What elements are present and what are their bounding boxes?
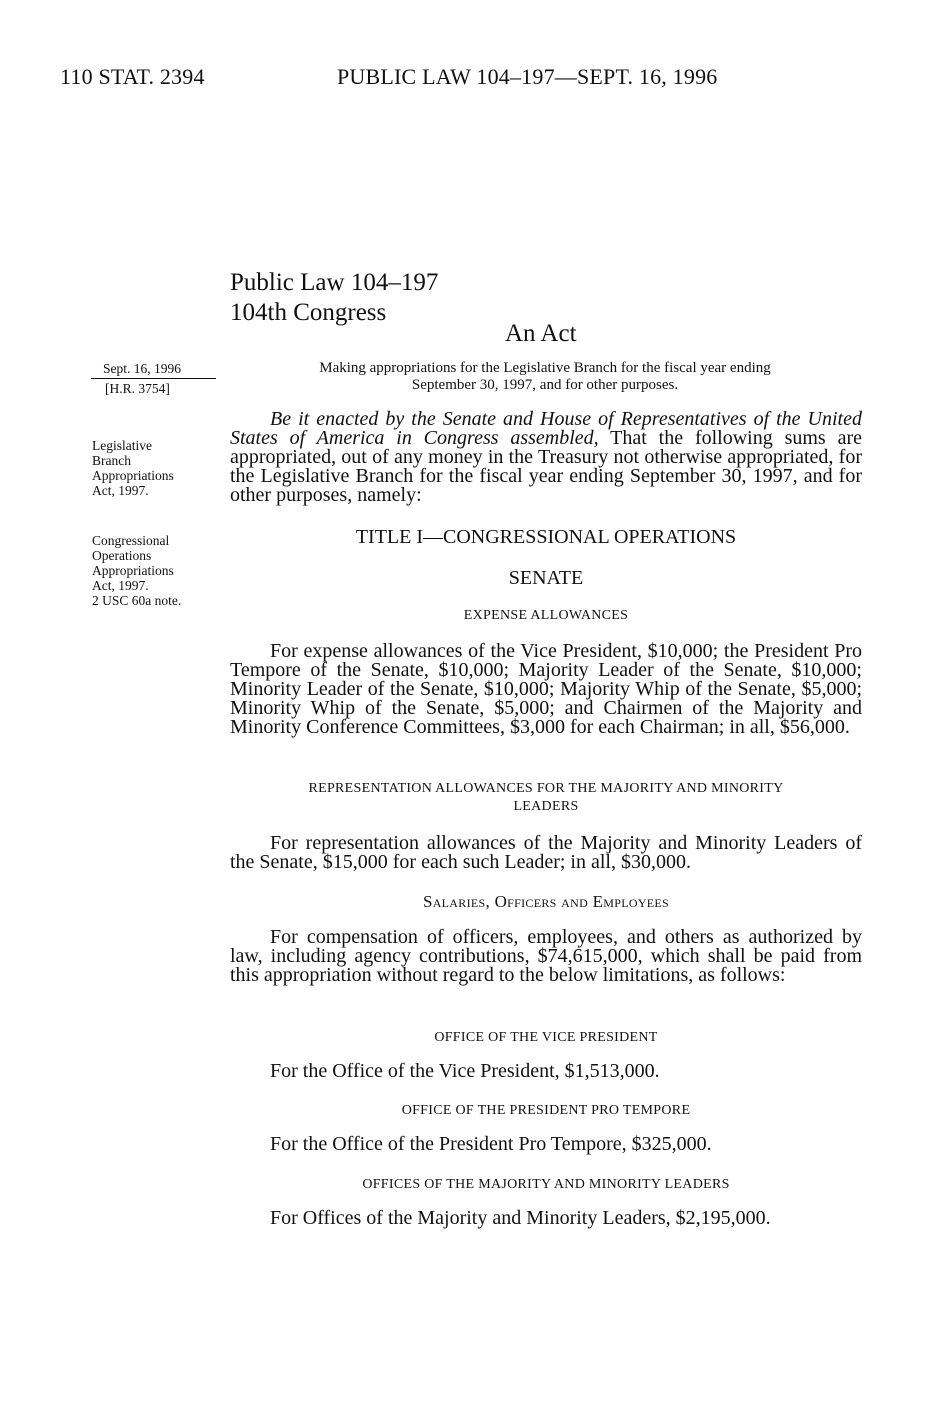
paragraph-text: For representation allowances of the Majority and Minority Leaders of the Senate, $15,000 for each such Leader; in all, $30,000. [230, 832, 862, 873]
act-heading: An Act [505, 320, 577, 347]
margin-note-line: Branch [92, 453, 131, 468]
paragraph-text: For the Office of the Vice President, $1,513,000. [270, 1060, 660, 1082]
section-heading-representation [230, 780, 862, 816]
margin-note-congressional [92, 533, 181, 608]
margin-note-line: Act, 1997. [92, 578, 149, 593]
margin-note-line: Appropriations [92, 468, 174, 483]
paragraph-president-pro-tempore [230, 1135, 862, 1154]
enacting-clause-italic: Be it enacted by the Senate and House of Representatives of the United States of America in Congress assembled, [230, 408, 862, 449]
paragraph-vice-president [230, 1062, 862, 1081]
margin-divider [91, 378, 216, 379]
paragraph-salaries [230, 928, 862, 985]
preamble-line: Making appropriations for the Legislative Branch for the fiscal year ending [319, 360, 771, 376]
paragraph-text: For expense allowances of the Vice President, $10,000; the President Pro Tempore of the Senate, $10,000; Majority Leader of the Senate, $10,000; Minority Leader of the Senate, $10,000; Majority Whip of the Senate, $5,000; Minority Whip of the Senate, $5,000; and Chairmen of the Majority and Minority Conference Committees, $3,000 for each Chairman; in all, $56,000. [230, 640, 862, 738]
section-heading-vice-president: OFFICE OF THE VICE PRESIDENT [434, 1030, 658, 1045]
margin-note-line: Act, 1997. [92, 483, 149, 498]
paragraph-expense [230, 642, 862, 737]
paragraph-representation [230, 834, 862, 872]
title-heading: TITLE I—CONGRESSIONAL OPERATIONS [355, 526, 737, 548]
section-heading-president-pro-tempore: OFFICE OF THE PRESIDENT PRO TEMPORE [401, 1103, 691, 1118]
margin-note-date [103, 361, 216, 396]
bill-number: [H.R. 3754] [105, 381, 170, 396]
senate-heading: SENATE [508, 567, 584, 589]
section-heading-expense: EXPENSE ALLOWANCES [463, 608, 629, 623]
margin-note-line: Appropriations [92, 563, 174, 578]
enacting-clause [230, 410, 862, 505]
congress-number: 104th Congress [230, 299, 387, 326]
section-heading-leaders: OFFICES OF THE MAJORITY AND MINORITY LEADERS [362, 1177, 730, 1192]
preamble-line: September 30, 1997, and for other purposes. [411, 377, 679, 393]
margin-note-line: Congressional [92, 533, 170, 548]
section-heading-salaries: Salaries, Officers and Employees [422, 892, 670, 911]
paragraph-text: For compensation of officers, employees, and others as authorized by law, including agency contributions, $74,615,000, which shall be paid from this appropriation without regard to the below limitations, as follows: [230, 926, 862, 986]
law-title [230, 268, 438, 328]
enactment-date: Sept. 16, 1996 [103, 361, 182, 376]
margin-note-line: Operations [92, 548, 152, 563]
heading-line: REPRESENTATION ALLOWANCES FOR THE MAJORITY AND MINORITY [308, 781, 784, 796]
preamble [260, 360, 830, 394]
paragraph-text: For the Office of the President Pro Tempore, $325,000. [270, 1133, 712, 1155]
paragraph-text: For Offices of the Majority and Minority Leaders, $2,195,000. [270, 1207, 771, 1229]
running-head-law: PUBLIC LAW 104–197—SEPT. 16, 1996 [337, 64, 718, 89]
enacting-clause-text: That the following sums are appropriated, out of any money in the Treasury not otherwise appropriated, for the Legislative Branch for the fiscal year ending September 30, 1997, and for other purposes, namely: [230, 427, 862, 506]
margin-note-legislative [92, 438, 174, 498]
margin-note-line: 2 USC 60a note. [92, 593, 182, 608]
heading-line: LEADERS [513, 799, 579, 814]
stat-page-number: 110 STAT. 2394 [60, 64, 205, 89]
margin-note-line: Legislative [92, 438, 152, 453]
public-law-number: Public Law 104–197 [230, 269, 439, 296]
paragraph-leaders [230, 1209, 862, 1228]
